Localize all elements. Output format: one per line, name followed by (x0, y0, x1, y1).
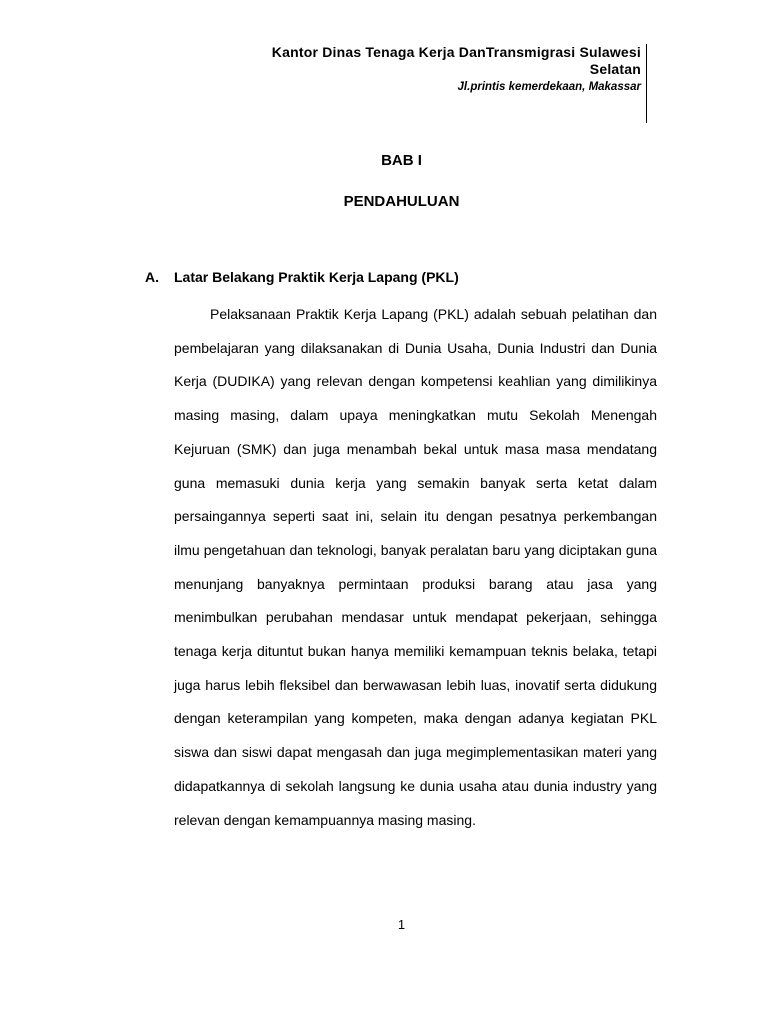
header-address: Jl.printis kemerdekaan, Makassar (457, 81, 641, 93)
chapter-title: PENDAHULUAN (343, 193, 460, 210)
section-heading (145, 269, 459, 285)
section-letter: A. (145, 269, 159, 285)
chapter-number: BAB I (381, 152, 422, 169)
page-number: 1 (397, 917, 406, 932)
page-header (221, 44, 641, 95)
section-title: Latar Belakang Praktik Kerja Lapang (PKL) (174, 269, 459, 285)
header-institution: Kantor Dinas Tenaga Kerja DanTransmigrasi Sulawesi Selatan (271, 44, 641, 77)
header-vertical-rule (646, 44, 647, 123)
body-paragraph: Pelaksanaan Praktik Kerja Lapang (PKL) adalah sebuah pelatihan dan pembelajaran yang dilaksanakan di Dunia Usaha, Dunia Industri dan Dunia Kerja (DUDIKA) yang relevan dengan kompetensi keahlian yang dimilikinya masing masing, dalam upaya meningkatkan mutu Sekolah Menengah Kejuruan (SMK) dan juga menambah bekal untuk masa masa mendatang guna memasuki dunia kerja yang semakin banyak serta ketat dalam persaingannya seperti saat ini, selain itu dengan pesatnya perkembangan ilmu pengetahuan dan teknologi, banyak peralatan baru yang diciptakan guna menunjang banyaknya permintaan produksi barang atau jasa yang menimbulkan perubahan mendasar untuk mendapat pekerjaan, sehingga tenaga kerja dituntut bukan hanya memiliki kemampuan teknis belaka, tetapi juga harus lebih fleksibel dan berwawasan lebih luas, inovatif serta didukung dengan keterampilan yang kompeten, maka dengan adanya kegiatan PKL siswa dan siswi dapat mengasah dan juga megimplementasikan materi yang didapatkannya di sekolah langsung ke dunia usaha atau dunia industry yang relevan dengan kemampuannya masing masing. (174, 306, 657, 828)
